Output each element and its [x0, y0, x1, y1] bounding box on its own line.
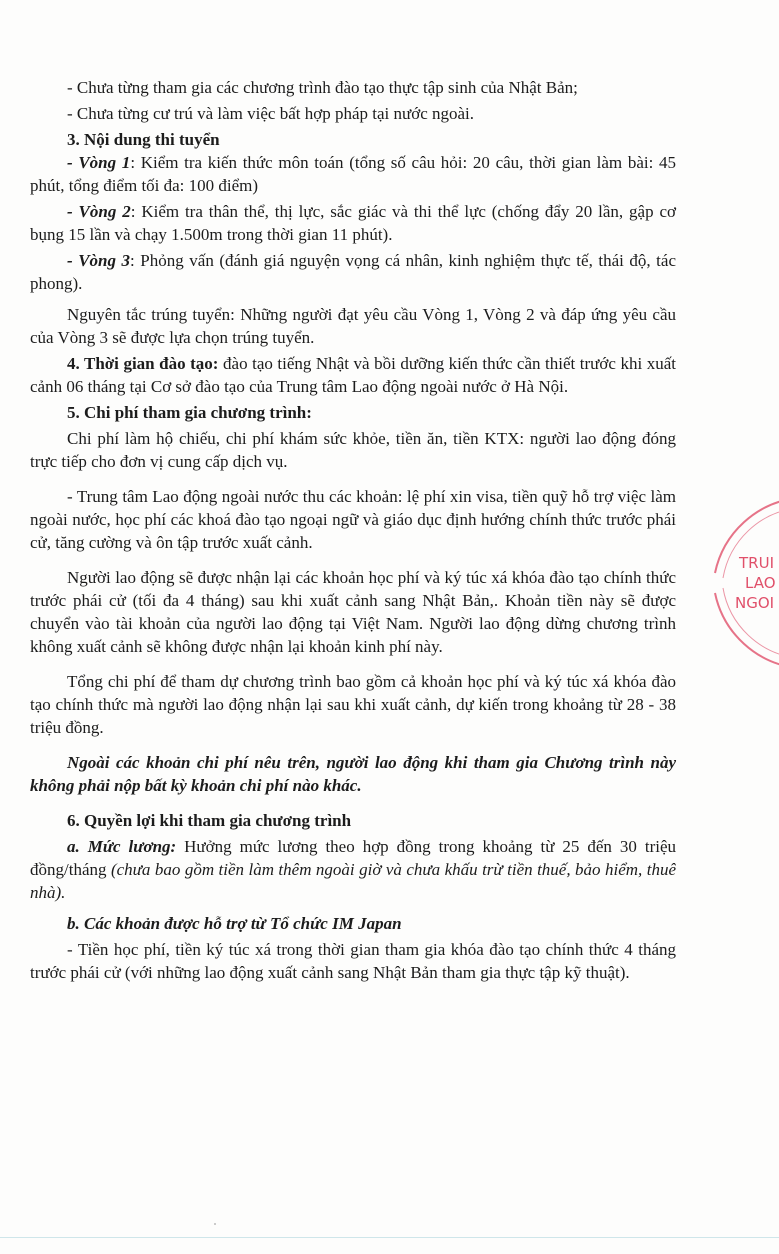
- section-6b-paragraph: - Tiền học phí, tiền ký túc xá trong thời gian tham gia khóa đào tạo chính thức 4 tháng trước phái cử (với những lao động xuất cảnh sang Nhật Bản tham gia thực tập kỹ thuật).: [30, 940, 676, 982]
- scan-edge-line: [0, 1237, 779, 1238]
- round-2-label: - Vòng 2: [67, 202, 131, 221]
- section-6a-note: (chưa bao gồm tiền làm thêm ngoài giờ và chưa khấu trừ tiền thuế, bảo hiểm, thuê nhà).: [30, 860, 677, 902]
- section-4-text: đào tạo tiếng Nhật và bồi dưỡng kiến thức cần thiết trước khi xuất cảnh 06 tháng tại Cơ sở đào tạo của Trung tâm Lao động ngoài nước ở Hà Nội.: [30, 354, 676, 396]
- section-5-heading: 5. Chi phí tham gia chương trình:: [67, 403, 312, 422]
- section-6a-label: a. Mức lương:: [67, 837, 177, 856]
- round-3-text: : Phỏng vấn (đánh giá nguyện vọng cá nhân, kinh nghiệm thực tế, thái độ, tác phong).: [30, 251, 676, 293]
- round-1-paragraph: [30, 151, 676, 197]
- section-5-paragraph-4: Tổng chi phí để tham dự chương trình bao gồm cả khoản học phí và ký túc xá khóa đào tạo chính thức mà người lao động nhận lại sau khi xuất cảnh, dự kiến trong khoảng từ 28 - 38 triệu đồng.: [30, 672, 676, 737]
- section-6a-paragraph: [30, 835, 676, 904]
- round-3-paragraph: [30, 249, 676, 295]
- section-3-heading: 3. Nội dung thi tuyển: [67, 130, 220, 149]
- round-2-text: : Kiểm tra thân thể, thị lực, sắc giác và thi thể lực (chống đẩy 20 lần, gập cơ bụng 15 lần và chạy 1.500m trong thời gian 11 phút).: [30, 202, 676, 244]
- round-1-label: - Vòng 1: [67, 153, 131, 172]
- section-5-paragraph-1: Chi phí làm hộ chiếu, chi phí khám sức khỏe, tiền ăn, tiền KTX: người lao động đóng trực tiếp cho đơn vị cung cấp dịch vụ.: [30, 429, 676, 471]
- condition-line-2: - Chưa từng cư trú và làm việc bất hợp pháp tại nước ngoài.: [67, 104, 475, 123]
- official-stamp: [709, 478, 779, 688]
- condition-line-1: - Chưa từng tham gia các chương trình đào tạo thực tập sinh của Nhật Bản;: [67, 78, 578, 97]
- scan-speck: [214, 1223, 216, 1225]
- svg-text:LAO: LAO: [745, 574, 776, 592]
- section-6a-text: Hưởng mức lương theo hợp đồng trong khoảng từ 25 đến 30 triệu đồng/tháng: [30, 837, 676, 879]
- section-5-paragraph-2: - Trung tâm Lao động ngoài nước thu các khoản: lệ phí xin visa, tiền quỹ hỗ trợ việc làm ngoài nước, học phí các khoá đào tạo ngoại ngữ và giáo dục định hướng chính thức trước phái cử, tăng cường và ôn tập trước xuất cảnh.: [30, 487, 676, 552]
- selection-principle: Nguyên tắc trúng tuyển: Những người đạt yêu cầu Vòng 1, Vòng 2 và đáp ứng yêu cầu của Vòng 3 sẽ được lựa chọn trúng tuyển.: [30, 305, 676, 347]
- section-6b-heading: b. Các khoản được hỗ trợ từ Tổ chức IM Japan: [67, 914, 402, 933]
- section-4-heading: 4. Thời gian đào tạo:: [67, 354, 219, 373]
- svg-text:NGOI: NGOI: [735, 594, 775, 612]
- section-6-heading: 6. Quyền lợi khi tham gia chương trình: [67, 811, 352, 830]
- svg-text:TRUI: TRUI: [739, 554, 774, 572]
- section-4-paragraph: [30, 352, 676, 398]
- round-2-paragraph: [30, 200, 676, 246]
- section-5-paragraph-3: Người lao động sẽ được nhận lại các khoản học phí và ký túc xá khóa đào tạo chính thức trước phái cử (tối đa 4 tháng) sau khi xuất cảnh sang Nhật Bản,. Khoản tiền này sẽ được chuyển vào tài khoản của người lao động tại Việt Nam. Người lao động dừng chương trình không xuất cảnh sẽ không được nhận lại khoản kinh phí này.: [30, 568, 676, 656]
- round-1-text: : Kiểm tra kiến thức môn toán (tổng số câu hỏi: 20 câu, thời gian làm bài: 45 phút, tổng điểm tối đa: 100 điểm): [30, 153, 676, 195]
- section-5-note: Ngoài các khoản chi phí nêu trên, người lao động khi tham gia Chương trình này không phải nộp bất kỳ khoản chi phí nào khác.: [30, 753, 676, 795]
- round-3-label: - Vòng 3: [67, 251, 131, 270]
- document-body: [30, 76, 676, 984]
